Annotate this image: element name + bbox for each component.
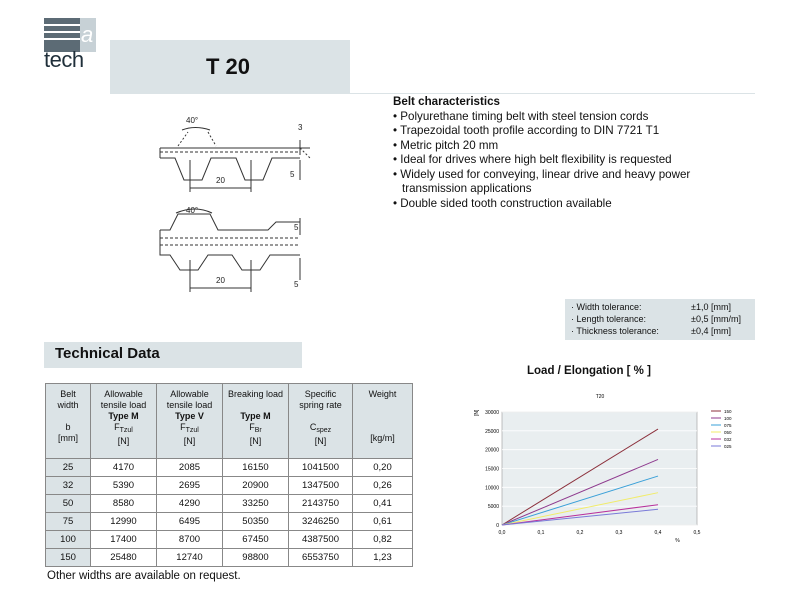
logo-letter: a	[81, 22, 94, 47]
table-row	[46, 477, 413, 495]
tooth-profile-double-bottom	[160, 230, 300, 270]
legend-label: 100	[724, 416, 732, 421]
y-tick-label: 30000	[485, 410, 499, 416]
table-cell: 20900	[223, 477, 289, 495]
col-header-spring: Specific spring rate $C_{spez}$ [N]	[289, 384, 353, 459]
table-row	[46, 531, 413, 549]
table-cell: 8580	[91, 495, 157, 513]
table-cell: 50	[46, 495, 91, 513]
table-row	[46, 513, 413, 531]
y-tick-label: 15000	[485, 466, 499, 473]
table-cell: 5390	[91, 477, 157, 495]
characteristic-item: • Double sided tooth construction available	[393, 196, 612, 210]
table-cell: 100	[46, 531, 91, 549]
table-cell: 150	[46, 549, 91, 567]
page-title: T 20	[206, 54, 251, 79]
table-cell: 4387500	[289, 531, 353, 549]
dim-label-double-top: 5	[294, 223, 299, 232]
characteristic-item: • Widely used for conveying, linear drive and heavy power transmission applications	[393, 167, 691, 195]
table-cell: 4290	[157, 495, 223, 513]
dim-label-double-bottom: 5	[294, 280, 299, 289]
table-cell: 2143750	[289, 495, 353, 513]
table-cell: 1041500	[289, 459, 353, 477]
x-tick-label: 0,1	[537, 530, 545, 536]
y-tick-label: 20000	[485, 447, 499, 454]
title-divider	[350, 93, 755, 94]
technical-data-title: Technical Data	[55, 345, 160, 362]
tolerance-box	[565, 299, 755, 340]
table-cell: 8700	[157, 531, 223, 549]
legend-label: 032	[724, 437, 732, 442]
col-header-weight: Weight [kg/m]	[353, 384, 413, 459]
table-cell: 25480	[91, 549, 157, 567]
load-elongation-chart	[470, 390, 760, 550]
pitch-label-1: 20	[216, 176, 225, 185]
table-cell: 0,82	[353, 531, 413, 549]
table-cell: 0,41	[353, 495, 413, 513]
tolerance-row: · Width tolerance: ±1,0 [mm]	[571, 302, 731, 312]
logo-word: tech	[44, 47, 84, 72]
col-header-width: Belt width b [mm]	[46, 384, 91, 459]
legend-label: 050	[724, 430, 732, 435]
x-tick-label: 0,4	[654, 530, 662, 536]
table-cell: 25	[46, 459, 91, 477]
table-cell: 98800	[223, 549, 289, 567]
belt-profile-drawing	[150, 110, 325, 300]
legend-label: 150	[724, 409, 732, 414]
dim-label-tooth: 5	[290, 170, 295, 179]
x-tick-label: 0,0	[498, 530, 506, 536]
table-cell: 4170	[91, 459, 157, 477]
table-cell: 1,23	[353, 549, 413, 567]
x-tick-label: 0,3	[615, 530, 623, 536]
table-row	[46, 549, 413, 567]
company-logo	[44, 18, 96, 70]
characteristic-item: • Trapezoidal tooth profile according to DIN 7721 T1	[393, 124, 660, 137]
tooth-profile-single	[160, 158, 300, 180]
y-axis-label: [N]	[474, 409, 480, 416]
table-row	[46, 459, 413, 477]
col-header-load-v: Allowable tensile load Type V $F_{Tzul}$ [N]	[157, 384, 223, 459]
technical-data-header	[44, 342, 302, 368]
table-cell: 12990	[91, 513, 157, 531]
y-tick-label: 5000	[487, 504, 499, 511]
title-bar	[110, 40, 350, 94]
chart-title: Load / Elongation [ % ]	[527, 365, 651, 377]
y-tick-label: 0	[496, 523, 499, 529]
table-cell: 12740	[157, 549, 223, 567]
angle-label-2: 40°	[186, 206, 199, 215]
y-tick-label: 10000	[485, 485, 499, 492]
table-cell: 17400	[91, 531, 157, 549]
characteristics-heading: Belt characteristics	[393, 95, 500, 108]
x-tick-label: 0,2	[576, 530, 584, 536]
availability-note: Other widths are available on request.	[47, 570, 241, 582]
dim-label-top: 3	[298, 123, 303, 132]
x-tick-label: 0,5	[693, 530, 701, 536]
table-cell: 67450	[223, 531, 289, 549]
tooth-profile-double-top	[160, 214, 300, 230]
characteristic-item: • Metric pitch 20 mm	[393, 138, 499, 152]
chart-subtitle: T20	[595, 394, 605, 400]
table-cell: 2085	[157, 459, 223, 477]
angle-label-1: 40°	[186, 116, 199, 125]
col-header-load-m: Allowable tensile load Type M $F_{Tzul}$ [N]	[91, 384, 157, 459]
technical-data-table	[45, 383, 413, 567]
table-row	[46, 495, 413, 513]
table-cell: 75	[46, 513, 91, 531]
legend-label: 075	[724, 423, 732, 428]
table-cell: 0,20	[353, 459, 413, 477]
characteristic-item: • Ideal for drives where high belt flexibility is requested	[393, 153, 672, 166]
table-cell: 0,26	[353, 477, 413, 495]
table-cell: 1347500	[289, 477, 353, 495]
table-cell: 16150	[223, 459, 289, 477]
col-header-breaking: Breaking load Type M $F_{Br}$ [N]	[223, 384, 289, 459]
tolerance-row: · Length tolerance: ±0,5 [mm/m]	[571, 314, 741, 324]
x-axis-label: %	[675, 538, 680, 544]
table-cell: 33250	[223, 495, 289, 513]
table-cell: 0,61	[353, 513, 413, 531]
table-cell: 6495	[157, 513, 223, 531]
legend-label: 025	[724, 444, 732, 449]
characteristic-item: • Polyurethane timing belt with steel tension cords	[393, 109, 649, 123]
table-cell: 6553750	[289, 549, 353, 567]
pitch-label-2: 20	[216, 276, 225, 285]
table-header-row	[46, 384, 413, 459]
table-cell: 3246250	[289, 513, 353, 531]
belt-characteristics	[393, 95, 753, 211]
tolerance-row: · Thickness tolerance: ±0,4 [mm]	[571, 326, 731, 336]
y-tick-label: 25000	[485, 428, 499, 435]
table-cell: 32	[46, 477, 91, 495]
table-cell: 50350	[223, 513, 289, 531]
table-cell: 2695	[157, 477, 223, 495]
